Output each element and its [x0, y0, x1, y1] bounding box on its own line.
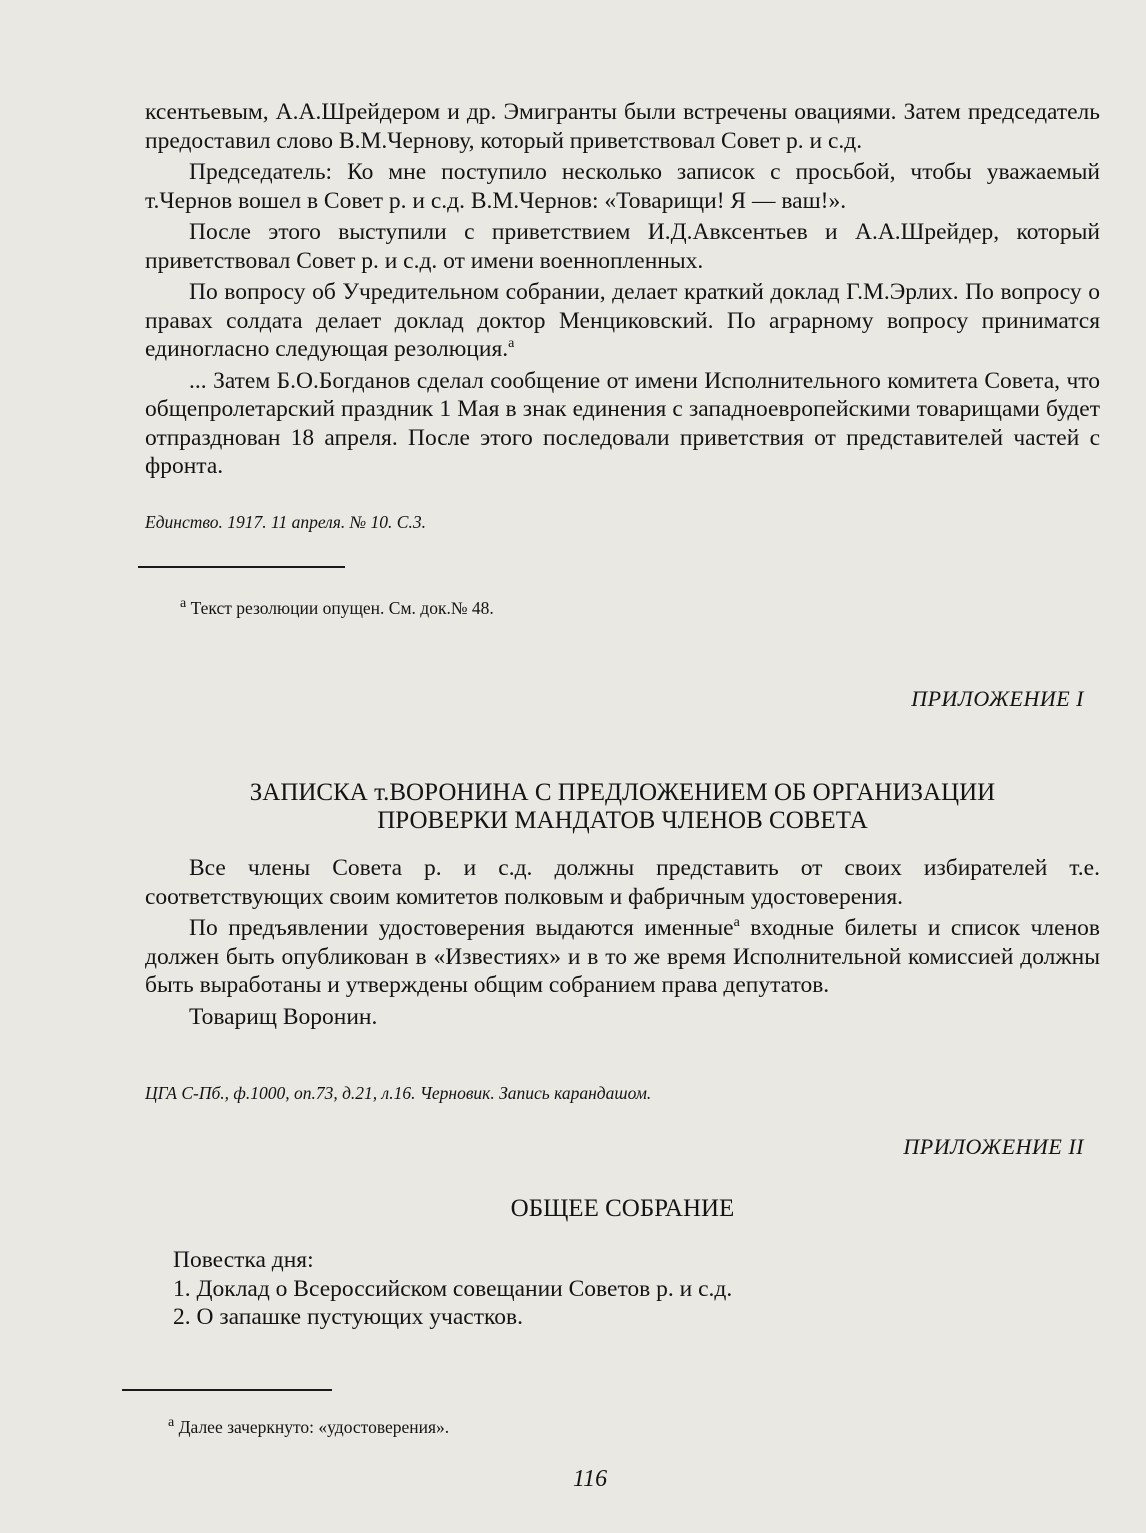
footnote-ref-a2: а [733, 915, 740, 931]
appendix-1-paragraph-1: Все члены Совета р. и с.д. должны представить от своих избирателей т.е. соответствующих своим комитетов полковым и фабричным удостоверения. [145, 855, 1100, 910]
appendix-1-paragraph-2b: входные билеты и список членов должен быть опубликован в «Известиях» и в то же время Исполнительной комиссией должны быть выработаны и утверждены общим собранием права депутатов. [145, 915, 1100, 998]
paragraph-5: ... Затем Б.О.Богданов сделал сообщение от имени Исполнительного комитета Совета, что общепролетарский праздник 1 Мая в знак единения с западноевропейскими товарищами будет отпразднован 18 апреля. После этого последовали приветствия от представителей частей с фронта. [145, 367, 1100, 479]
footnote-2-text: Далее зачеркнуто: «удостоверения». [178, 1417, 450, 1437]
paragraph-4-text: По вопросу об Учредительном собрании, делает краткий доклад Г.М.Эрлих. По вопросу о правах солдата делает доклад доктор Менциковский. По аграрному вопросу приниматся единогласно следующая резолюция. [145, 279, 1100, 362]
footnote-2-mark: а [168, 1415, 175, 1431]
footnote-mark: а [180, 596, 187, 612]
paragraph-1: ксентьевым, А.А.Шрейдером и др. Эмигранты были встречены овациями. Затем председатель предоставил слово В.М.Чернову, который приветствовал Совет р. и с.д. [145, 99, 1100, 154]
footnote-divider-2 [122, 1389, 332, 1391]
agenda-heading: Повестка дня: [173, 1247, 314, 1273]
appendix-1-body [145, 854, 1100, 1031]
appendix-2-label: ПРИЛОЖЕНИЕ II [903, 1134, 1084, 1159]
appendix-1-title-line-2: ПРОВЕРКИ МАНДАТОВ ЧЛЕНОВ СОВЕТА [377, 807, 868, 834]
footnote-text: Текст резолюции опущен. См. док.№ 48. [190, 598, 494, 618]
footnote [180, 598, 494, 619]
paragraph-3: После этого выступили с приветствием И.Д.Авксентьев и А.А.Шрейдер, который приветствовал Совет р. и с.д. от имени военнопленных. [145, 219, 1100, 274]
appendix-1-paragraph-2 [145, 914, 1100, 1000]
source-citation: Единство. 1917. 11 апреля. № 10. С.3. [145, 512, 426, 532]
section1-body [145, 98, 1100, 481]
paragraph-2: Председатель: Ко мне поступило несколько записок с просьбой, чтобы уважаемый т.Чернов вошел в Совет р. и с.д. В.М.Чернов: «Товарищи! Я — ваш!». [145, 159, 1100, 214]
footnote-divider [138, 566, 345, 568]
agenda-item-2: 2. О запашке пустующих участков. [173, 1304, 523, 1330]
paragraph-4 [145, 278, 1100, 364]
footnote-ref-a: а [508, 336, 515, 352]
footnote-2 [168, 1417, 449, 1438]
appendix-1-title-line-1: ЗАПИСКА т.ВОРОНИНА С ПРЕДЛОЖЕНИЕМ ОБ ОРГАНИЗАЦИИ [249, 779, 996, 806]
appendix-2-title: ОБЩЕЕ СОБРАНИЕ [510, 1195, 735, 1222]
agenda [173, 1246, 1073, 1332]
page-number: 116 [572, 1466, 608, 1492]
appendix-1-paragraph-2a: По предъявлении удостоверения выдаются именные [189, 915, 734, 941]
signature: Товарищ Воронин. [189, 1003, 378, 1030]
appendix-1-source: ЦГА С-Пб., ф.1000, оп.73, д.21, л.16. Черновик. Запись карандашом. [145, 1083, 652, 1103]
appendix-1-label: ПРИЛОЖЕНИЕ I [911, 686, 1084, 711]
agenda-item-1: 1. Доклад о Всероссийском совещании Советов р. и с.д. [173, 1275, 733, 1302]
